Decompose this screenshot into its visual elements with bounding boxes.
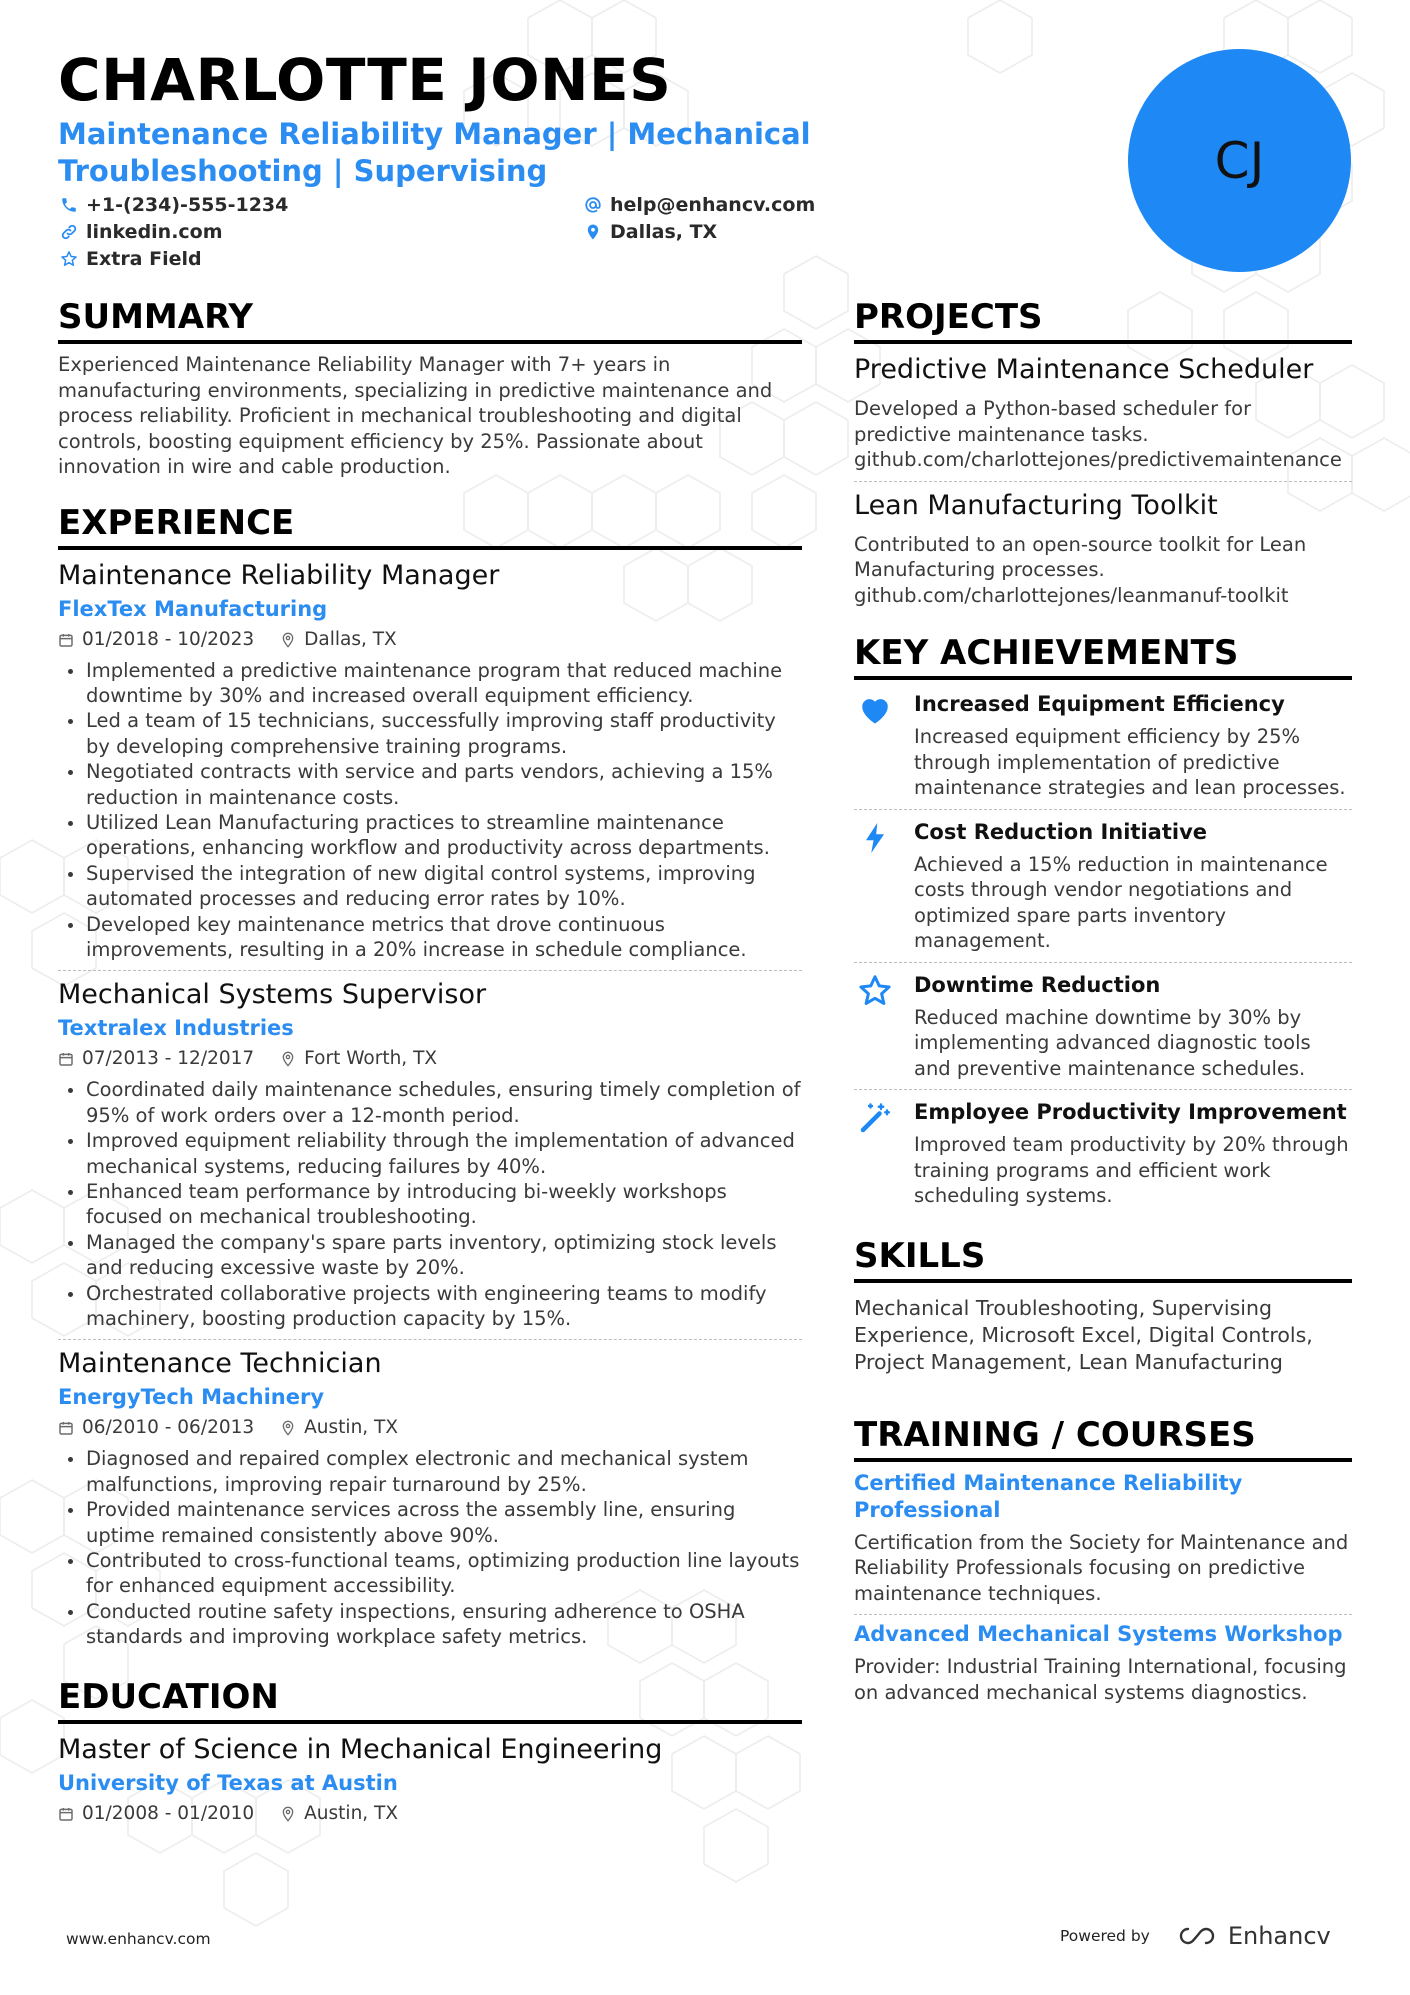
job-role: Maintenance Technician	[58, 1348, 382, 1380]
job-entry	[58, 558, 802, 963]
achievement-desc: Increased equipment efficiency by 25% through implementation of predictive maintenance strategies and lean processes.	[914, 725, 1346, 799]
education-location-text: Austin, TX	[304, 1802, 399, 1824]
achievement-title: Downtime Reduction	[914, 972, 1161, 997]
course-name: Certified Maintenance Reliability Professional	[854, 1470, 1243, 1522]
achievement-item	[854, 1096, 1352, 1209]
skills-section	[854, 1235, 1352, 1376]
job-bullet: Led a team of 15 technicians, successfully improving staff productivity by developing comprehensive training programs.	[58, 708, 802, 759]
job-entry	[58, 1346, 802, 1649]
job-bullet: Implemented a predictive maintenance program that reduced machine downtime by 30% and increased overall equipment efficiency.	[58, 658, 802, 709]
summary-text: Experienced Maintenance Reliability Manager with 7+ years in manufacturing environments, specializing in predictive maintenance and process reliability. Proficient in mechanical troubleshooting and digital controls, boosting equipment efficiency by 25%. Passionate about innovation in wire and cable production.	[58, 353, 773, 478]
contact-location	[584, 221, 717, 243]
map-pin-icon	[280, 1051, 296, 1067]
magic-wand-icon	[857, 1100, 893, 1136]
achievement-title: Cost Reduction Initiative	[914, 819, 1207, 844]
course-entry	[854, 1470, 1352, 1607]
education-dates-text: 01/2008 - 01/2010	[82, 1802, 255, 1824]
achievements-section	[854, 632, 1352, 1209]
job-bullet: Improved equipment reliability through the implementation of advanced mechanical systems, reducing failures by 40%.	[58, 1128, 802, 1179]
contact-email[interactable]	[584, 194, 815, 216]
extra-text: Extra Field	[86, 248, 202, 270]
map-pin-icon	[280, 1806, 296, 1822]
achievement-title: Increased Equipment Efficiency	[914, 692, 1285, 716]
left-column	[58, 296, 802, 1828]
job-bullet: Developed key maintenance metrics that drove continuous improvements, resulting in a 20% increase in schedule compliance.	[58, 912, 802, 963]
avatar	[1128, 49, 1351, 272]
job-bullets	[58, 1077, 802, 1331]
project-desc	[854, 396, 1352, 473]
divider	[854, 809, 1352, 810]
job-bullet: Supervised the integration of new digital control systems, improving automated processes and reducing error rates by 10%.	[58, 861, 802, 912]
divider	[58, 970, 802, 971]
education-degree: Master of Science in Mechanical Engineering	[58, 1733, 663, 1765]
project-desc-text: Developed a Python-based scheduler for predictive maintenance tasks.	[854, 397, 1252, 446]
job-bullet: Managed the company's spare parts inventory, optimizing stock levels and reducing excessive waste by 20%.	[58, 1230, 802, 1281]
job-meta	[58, 1414, 802, 1442]
heart-icon	[857, 692, 893, 728]
at-icon	[584, 196, 602, 214]
job-location	[280, 1414, 398, 1442]
job-meta	[58, 1045, 802, 1073]
right-column	[854, 296, 1352, 1705]
powered-by-text: Powered by	[1060, 1927, 1150, 1945]
course-entry	[854, 1621, 1352, 1705]
job-dates-text: 01/2018 - 10/2023	[82, 628, 255, 650]
divider	[854, 1614, 1352, 1615]
job-bullet: Utilized Lean Manufacturing practices to streamline maintenance operations, enhancing workflow and productivity across departments.	[58, 810, 802, 861]
projects-section	[854, 296, 1352, 608]
candidate-headline: Maintenance Reliability Manager | Mechanical Troubleshooting | Supervising	[58, 117, 811, 188]
achievement-desc: Reduced machine downtime by 30% by implementing advanced diagnostic tools and preventive maintenance schedules.	[914, 1005, 1311, 1080]
job-bullet: Coordinated daily maintenance schedules, ensuring timely completion of 95% of work orders over a 12-month period.	[58, 1077, 802, 1128]
achievements-title: KEY ACHIEVEMENTS	[854, 632, 1352, 680]
skills-title: SKILLS	[854, 1235, 1352, 1283]
course-name: Advanced Mechanical Systems Workshop	[854, 1622, 1343, 1646]
footer-website[interactable]: www.enhancv.com	[66, 1930, 211, 1948]
education-school: University of Texas at Austin	[58, 1770, 398, 1795]
link-icon	[60, 223, 78, 241]
contact-phone[interactable]	[60, 194, 288, 216]
phone-text: +1-(234)-555-1234	[86, 194, 289, 216]
job-company: EnergyTech Machinery	[58, 1385, 325, 1410]
email-text: help@enhancv.com	[610, 194, 816, 216]
star-outline-icon	[60, 250, 78, 268]
divider	[854, 481, 1352, 482]
job-role: Maintenance Reliability Manager	[58, 559, 500, 591]
job-bullet: Conducted routine safety inspections, ensuring adherence to OSHA standards and improving workplace safety metrics.	[58, 1599, 802, 1650]
divider	[58, 1339, 802, 1340]
job-role: Mechanical Systems Supervisor	[58, 979, 487, 1011]
achievement-item	[854, 969, 1352, 1082]
projects-title: PROJECTS	[854, 296, 1352, 344]
job-bullet: Orchestrated collaborative projects with engineering teams to modify machinery, boosting production capacity by 15%.	[58, 1281, 802, 1332]
summary-section	[58, 296, 802, 480]
job-bullets	[58, 658, 802, 963]
course-desc: Provider: Industrial Training International, focusing on advanced mechanical systems diagnostics.	[854, 1655, 1347, 1704]
job-company: Textralex Industries	[58, 1016, 294, 1041]
footer-branding	[1060, 1922, 1331, 1950]
education-location	[280, 1800, 398, 1828]
job-bullets	[58, 1446, 802, 1649]
job-dates	[58, 1045, 254, 1073]
training-title: TRAINING / COURSES	[854, 1414, 1352, 1462]
map-pin-icon	[584, 223, 602, 241]
divider	[854, 962, 1352, 963]
contact-linkedin[interactable]	[60, 221, 223, 243]
course-desc: Certification from the Society for Maintenance and Reliability Professionals focusing on predictive maintenance techniques.	[854, 1530, 1349, 1605]
job-meta	[58, 626, 802, 654]
bolt-icon	[857, 820, 893, 856]
calendar-icon	[58, 1051, 74, 1067]
job-entry	[58, 977, 802, 1331]
project-entry	[854, 488, 1352, 609]
avatar-initials: CJ	[1214, 131, 1265, 190]
job-location-text: Dallas, TX	[304, 628, 397, 650]
job-dates	[58, 626, 254, 654]
enhancv-logo-icon	[1174, 1924, 1220, 1948]
calendar-icon	[58, 1806, 74, 1822]
summary-title: SUMMARY	[58, 296, 802, 344]
education-section	[58, 1676, 802, 1828]
job-location-text: Fort Worth, TX	[304, 1048, 438, 1070]
job-bullet: Diagnosed and repaired complex electronic and mechanical system malfunctions, improving repair turnaround by 25%.	[58, 1446, 802, 1497]
map-pin-icon	[280, 1420, 296, 1436]
education-title: EDUCATION	[58, 1676, 802, 1724]
calendar-icon	[58, 1420, 74, 1436]
job-bullet: Contributed to cross-functional teams, optimizing production line layouts for enhanced equipment accessibility.	[58, 1548, 802, 1599]
location-text: Dallas, TX	[610, 221, 718, 243]
achievement-title: Employee Productivity Improvement	[914, 1100, 1347, 1124]
candidate-name: CHARLOTTE JONES	[58, 46, 672, 114]
contact-extra	[60, 248, 202, 270]
achievement-item	[854, 688, 1352, 801]
job-dates	[58, 1414, 254, 1442]
project-name: Predictive Maintenance Scheduler	[854, 354, 1314, 385]
star-icon	[857, 973, 893, 1009]
training-section	[854, 1414, 1352, 1706]
project-desc-text: Contributed to an open-source toolkit for Lean Manufacturing processes.	[854, 532, 1307, 581]
job-dates-text: 06/2010 - 06/2013	[82, 1417, 255, 1439]
divider	[854, 1089, 1352, 1090]
job-bullet: Provided maintenance services across the assembly line, ensuring uptime remained consistently above 90%.	[58, 1497, 802, 1548]
project-link[interactable]: github.com/charlottejones/leanmanuf-toolkit	[854, 583, 1289, 607]
project-link[interactable]: github.com/charlottejones/predictivemaintenance	[854, 448, 1342, 471]
skills-text: Mechanical Troubleshooting, Supervising Experience, Microsoft Excel, Digital Controls, Project Management, Lean Manufacturing	[854, 1295, 1313, 1374]
experience-section	[58, 502, 802, 1650]
achievement-item	[854, 816, 1352, 954]
job-bullet: Enhanced team performance by introducing bi-weekly workshops focused on mechanical troubleshooting.	[58, 1179, 802, 1230]
job-dates-text: 07/2013 - 12/2017	[82, 1048, 255, 1070]
job-location	[280, 1045, 437, 1073]
project-entry	[854, 352, 1352, 473]
job-location	[280, 626, 397, 654]
map-pin-icon	[280, 632, 296, 648]
education-meta	[58, 1800, 802, 1828]
phone-icon	[60, 196, 78, 214]
job-location-text: Austin, TX	[304, 1417, 399, 1439]
job-bullet: Negotiated contracts with service and parts vendors, achieving a 15% reduction in maintenance costs.	[58, 759, 802, 810]
project-name: Lean Manufacturing Toolkit	[854, 489, 1218, 521]
enhancv-logo[interactable]	[1174, 1922, 1331, 1950]
job-company: FlexTex Manufacturing	[58, 596, 328, 621]
achievement-desc: Improved team productivity by 20% through training programs and efficient work scheduling systems.	[914, 1133, 1349, 1207]
achievement-desc: Achieved a 15% reduction in maintenance costs through vendor negotiations and optimized spare parts inventory management.	[914, 852, 1328, 952]
experience-title: EXPERIENCE	[58, 502, 802, 550]
education-dates	[58, 1800, 254, 1828]
brand-name: Enhancv	[1227, 1922, 1331, 1950]
linkedin-text: linkedin.com	[86, 221, 223, 243]
project-desc	[854, 532, 1352, 609]
calendar-icon	[58, 632, 74, 648]
